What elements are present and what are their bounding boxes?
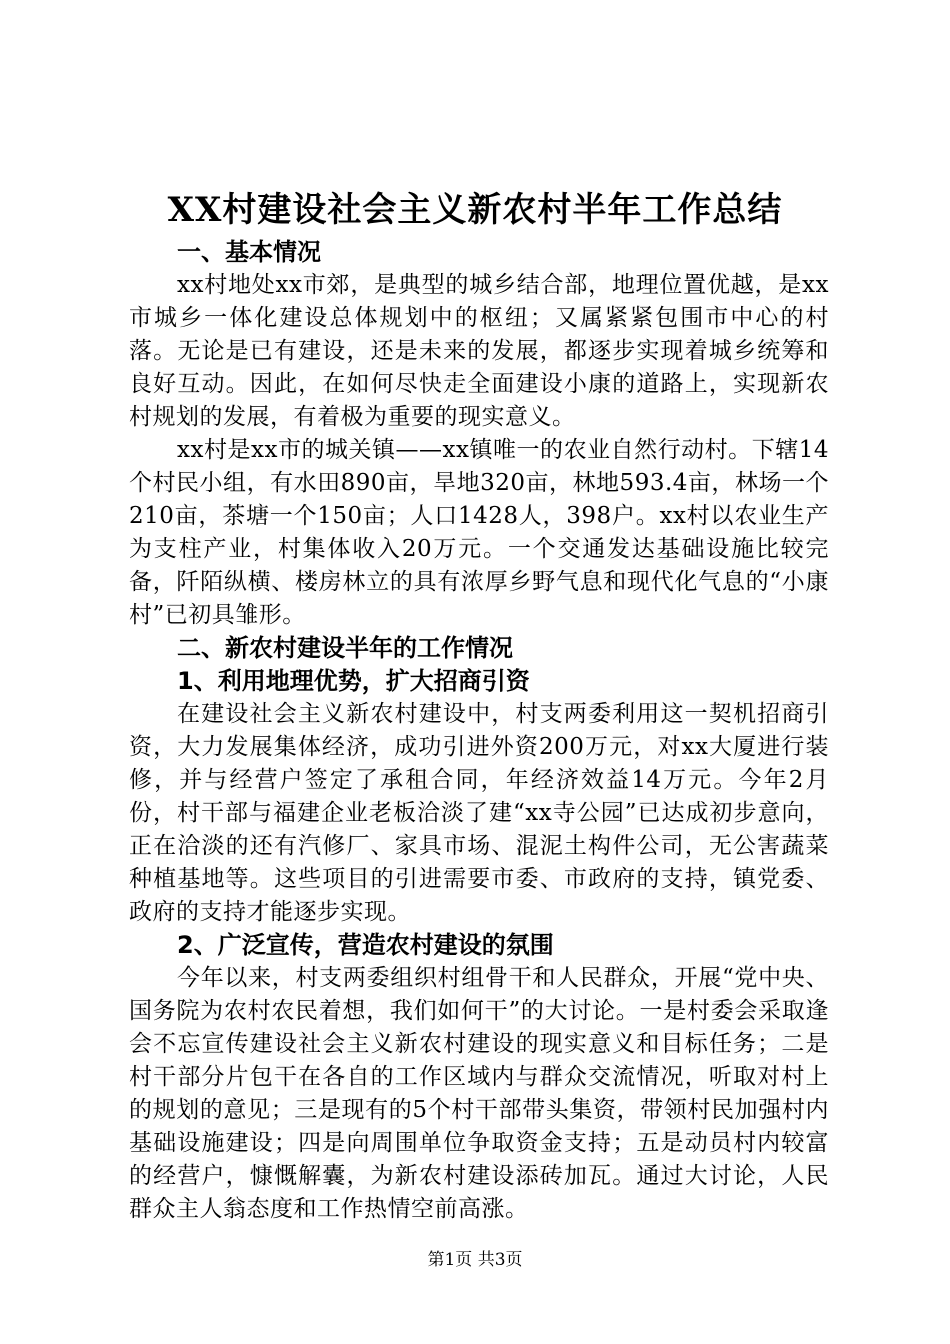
paragraph-investment: 在建设社会主义新农村建设中，村支两委利用这一契机招商引资，大力发展集体经济，成功引进外资200万元，对xx大厦进行装修，并与经营户签定了承租合同，年经济效益14万元。今年2月份，村干部与福建企业老板洽淡了建“xx寺公园”已达成初步意向，正在洽淡的还有汽修厂、家具市场、混泥土构件公司，无公害蔬菜种植基地等。这些项目的引进需要市委、市政府的支持，镇党委、政府的支持才能逐步实现。: [129, 701, 829, 925]
paragraph-publicity: 今年以来，村支两委组织村组骨干和人民群众，开展“党中央、国务院为农村农民着想，我们如何干”的大讨论。一是村委会采取逢会不忘宣传建设社会主义新农村建设的现实意义和目标任务；二是村干部分片包干在各自的工作区域内与群众交流情况，听取对村上的规划的意见；三是现有的5个村干部带头集资，带领村民加强村内基础设施建设；四是向周围单位争取资金支持；五是动员村内较富的经营户，慷慨解囊，为新农村建设添砖加瓦。通过大讨论，人民群众主人翁态度和工作热情空前高涨。: [129, 965, 829, 1222]
document-body: [129, 236, 829, 1226]
section-heading-basic-situation: 一、基本情况: [177, 238, 321, 266]
subsection-heading-publicity: 2、广泛宣传，营造农村建设的氛围: [177, 931, 554, 959]
paragraph-basic-situation-1: xx村地处xx市郊，是典型的城乡结合部，地理位置优越，是xx市城乡一体化建设总体规划中的枢纽；又属紧紧包围市中心的村落。无论是已有建设，还是未来的发展，都逐步实现着城乡统筹和良好互动。因此，在如何尽快走全面建设小康的道路上，实现新农村规划的发展，有着极为重要的现实意义。: [129, 272, 829, 430]
page-footer: 第1页 共3页: [427, 1250, 523, 1270]
paragraph-basic-situation-2: xx村是xx市的城关镇——xx镇唯一的农业自然行动村。下辖14个村民小组，有水田890亩，旱地320亩，林地593.4亩，林场一个210亩，茶塘一个150亩；人口1428人，398户。xx村以农业生产为支柱产业，村集体收入20万元。一个交通发达基础设施比较完备，阡陌纵横、楼房林立的具有浓厚乡野气息和现代化气息的“小康村”已初具雏形。: [129, 437, 829, 628]
document-title: XX村建设社会主义新农村半年工作总结: [167, 190, 783, 230]
subsection-heading-investment: 1、利用地理优势，扩大招商引资: [177, 667, 530, 695]
section-heading-work-situation: 二、新农村建设半年的工作情况: [177, 634, 513, 662]
